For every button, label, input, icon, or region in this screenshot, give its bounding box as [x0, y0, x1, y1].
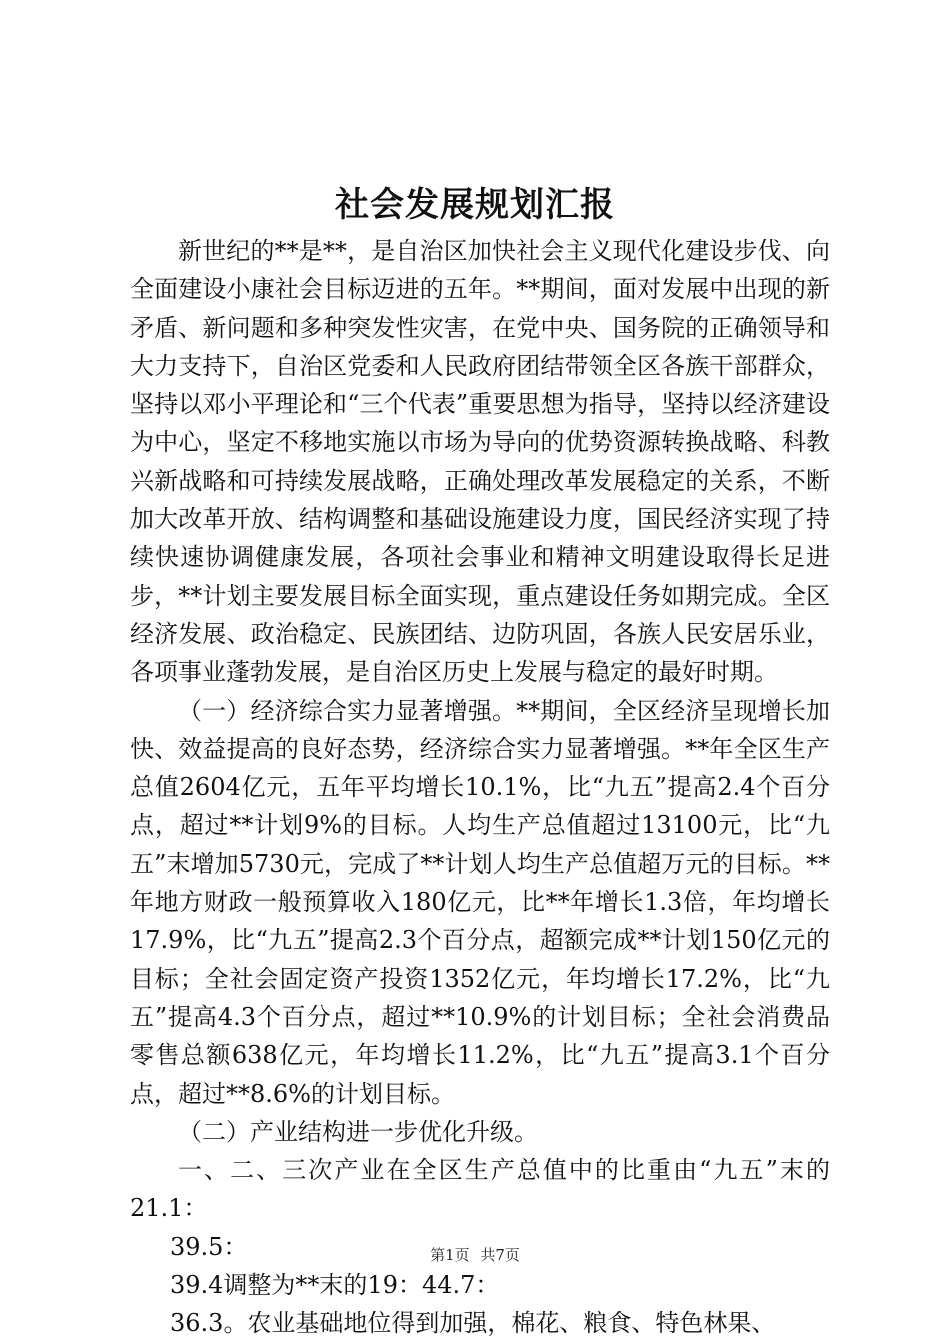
paragraph-intro: 新世纪的**是**，是自治区加快社会主义现代化建设步伐、向全面建设小康社会目标迈进的五年。**期间，面对发展中出现的新矛盾、新问题和多种突发性灾害，在党中央、国务院的正确领导和大力支持下，自治区党委和人民政府团结带领全区各族干部群众，坚持以邓小平理论和“三个代表”重要思想为指导，坚持以经济建设为中心，坚定不移地实施以市场为导向的优势资源转换战略、科教兴新战略和可持续发展战略，正确处理改革发展稳定的关系，不断加大改革开放、结构调整和基础设施建设力度，国民经济实现了持续快速协调健康发展，各项社会事业和精神文明建设取得长足进步，**计划主要发展目标全面实现，重点建设任务如期完成。全区经济发展、政治稳定、民族团结、边防巩固，各族人民安居乐业，各项事业蓬勃发展，是自治区历史上发展与稳定的最好时期。 — [130, 237, 830, 687]
page-footer — [0, 1243, 950, 1267]
paragraph-industry-heading: （二）产业结构进一步优化升级。 — [178, 1117, 538, 1146]
paragraph-ratio-line-1: 39.5： — [170, 1232, 248, 1261]
paragraph-ratio-line-3: 36.3。农业基础地位得到加强，棉花、粮食、特色林果、 — [170, 1309, 776, 1338]
document-body — [130, 232, 830, 1343]
paragraph-industry-ratio: 一、二、三次产业在全区生产总值中的比重由“九五”末的21.1： — [130, 1156, 830, 1223]
page-number: 第1页 — [430, 1246, 470, 1264]
paragraph-economy: （一）经济综合实力显著增强。**期间，全区经济呈现增长加快、效益提高的良好态势，经济综合实力显著增强。**年全区生产总值2604亿元，五年平均增长10.1%，比“九五”提高2.4个百分点，超过**计划9%的目标。人均生产总值超过13100元，比“九五”末增加5730元，完成了**计划人均生产总值超万元的目标。**年地方财政一般预算收入180亿元，比**年增长1.3倍，年均增长17.9%，比“九五”提高2.3个百分点，超额完成**计划150亿元的目标；全社会固定资产投资1352亿元，年均增长17.2%，比“九五”提高4.3个百分点，超过**10.9%的计划目标；全社会消费品零售总额638亿元，年均增长11.2%，比“九五”提高3.1个百分点，超过**8.6%的计划目标。 — [130, 696, 830, 1108]
page-total: 共7页 — [480, 1246, 520, 1264]
document-title: 社会发展规划汇报 — [335, 185, 615, 225]
paragraph-ratio-line-2: 39.4调整为**末的19：44.7： — [170, 1271, 500, 1300]
